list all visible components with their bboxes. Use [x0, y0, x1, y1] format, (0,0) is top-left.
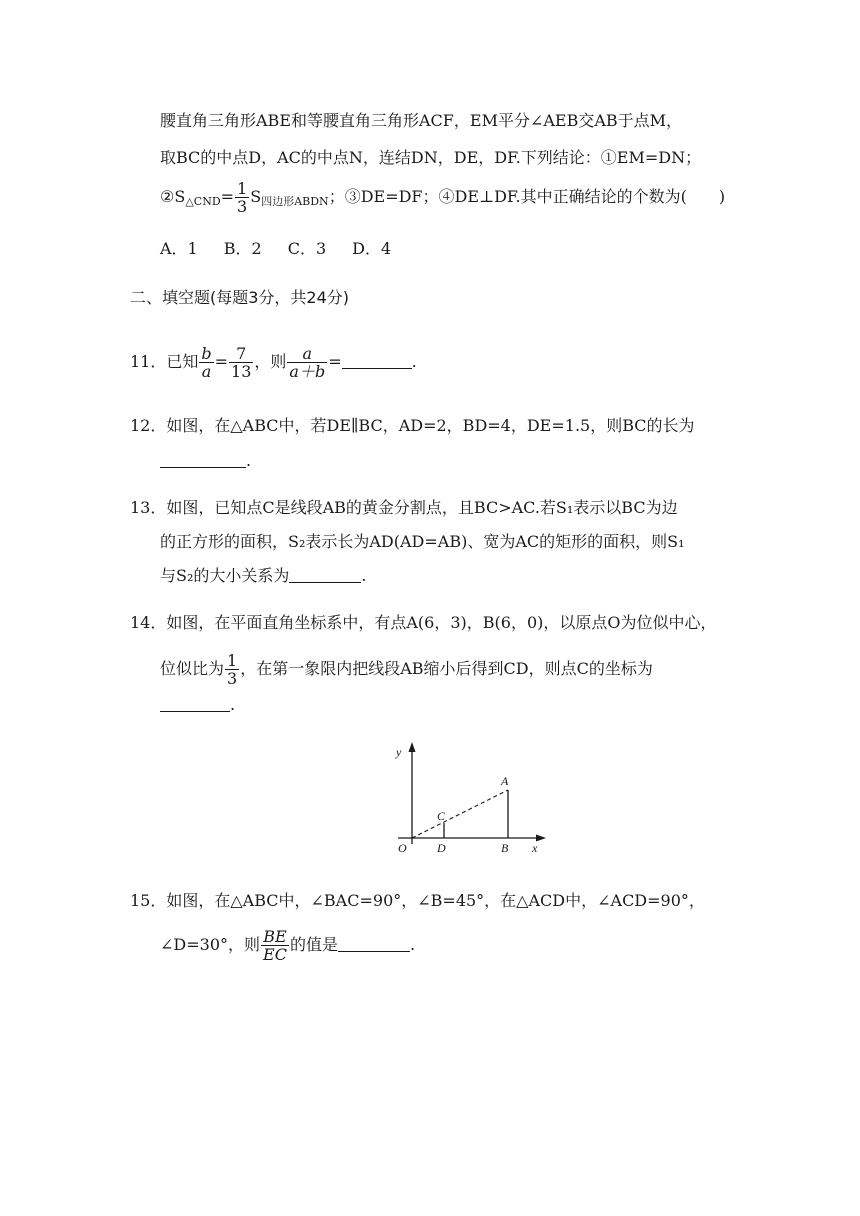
label-x: x — [532, 841, 538, 855]
answer-blank-13[interactable] — [289, 566, 361, 583]
dashed-segment-oa — [412, 790, 508, 838]
q11: 11．已知 $\frac{b}{a}$ = $\frac{7}{13}$ ，则 $\frac{a}{a+b}$ = . — [130, 344, 417, 381]
choice-c[interactable]: C．3 — [287, 239, 327, 258]
b-over-a-fraction: $\frac{b}{a}$ — [201, 344, 212, 381]
label-c: C — [437, 809, 446, 823]
one-third-fraction: $\frac{1}{3}$ — [237, 179, 248, 216]
q15-line-1: 15．如图，在△ABC中，∠BAC=90°，∠B=45°，在△ACD中，∠ACD=90°， — [130, 891, 705, 910]
q13-line-2: 的正方形的面积，S₂表示长为AD(AD=AB)、宽为AC的矩形的面积，则S₁ — [160, 532, 685, 551]
label-d: D — [437, 841, 446, 855]
q14-line-3: . — [160, 694, 235, 716]
label-a: A — [501, 774, 509, 788]
y-axis — [409, 742, 416, 844]
q13-line-1: 13．如图，已知点C是线段AB的黄金分割点，且BC>AC.若S₁表示以BC为边 — [130, 498, 678, 517]
choice-a[interactable]: A．1 — [160, 239, 198, 258]
q10-line-2: 取BC的中点D，AC的中点N，连结DN，DE，DF.下列结论：①EM=DN； — [160, 148, 702, 167]
q10-line-1: 腰直角三角形ABE和等腰直角三角形ACF，EM平分∠AEB交AB于点M， — [160, 111, 683, 130]
be-over-ec-fraction: $\frac{BE}{EC}$ — [263, 927, 287, 964]
q14-line-2: 位似比为 $\frac{1}{3}$ ，在第一象限内把线段AB缩小后得到CD，则点C的坐标为 — [160, 651, 653, 688]
answer-blank-14[interactable] — [160, 695, 230, 712]
q12-line-2: . — [160, 450, 251, 472]
q15-line-2: ∠D=30°，则 $\frac{BE}{EC}$ 的值是 . — [160, 927, 416, 964]
one-third-fraction-q14: $\frac{1}{3}$ — [227, 651, 238, 688]
coordinate-figure — [390, 740, 560, 860]
label-o: O — [398, 841, 407, 855]
q10-choices — [160, 238, 417, 260]
q10-line-3: $②S_{\triangle CND}=$ $\frac{1}{3}$ $S_{四边形ABDN}$；③DE=DF；④DE⊥DF.其中正确结论的个数为( ) — [160, 179, 726, 216]
section-heading: 二、填空题(每题3分，共24分) — [130, 288, 350, 307]
choice-d[interactable]: D．4 — [352, 239, 392, 258]
label-b: B — [501, 841, 509, 855]
q14-line-1: 14．如图，在平面直角坐标系中，有点A(6，3)，B(6，0)，以原点O为位似中心， — [130, 613, 717, 632]
q12-line-1: 12．如图，在△ABC中，若DE∥BC，AD=2，BD=4，DE=1.5，则BC的长为 — [130, 416, 695, 435]
seven-thirteenths-fraction: $\frac{7}{13}$ — [231, 344, 252, 381]
choice-b[interactable]: B．2 — [223, 239, 262, 258]
x-axis — [398, 835, 546, 842]
answer-blank-11[interactable] — [342, 352, 412, 369]
answer-blank-15[interactable] — [338, 935, 410, 952]
q13-line-3: 与S₂的大小关系为 . — [160, 566, 367, 585]
answer-blank-12[interactable] — [160, 451, 246, 468]
label-y: y — [396, 745, 402, 759]
a-over-a-plus-b-fraction: $\frac{a}{a+b}$ — [289, 344, 326, 381]
